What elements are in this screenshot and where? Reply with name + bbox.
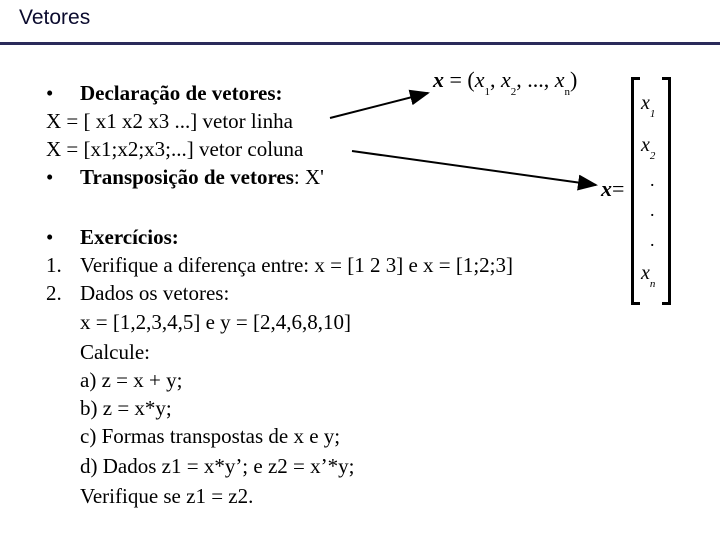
formula-close: ) xyxy=(570,67,578,92)
formula-comma1: , xyxy=(490,67,501,92)
arrow-to-row-formula xyxy=(330,93,428,118)
bullet-marker: • xyxy=(46,81,54,105)
formula-eq: = xyxy=(612,176,625,201)
formula-x1: x xyxy=(474,67,485,92)
bullet-text-bold: Transposição de vetores xyxy=(80,165,294,189)
bullet-text: Exercícios: xyxy=(80,225,179,249)
formula-eq: = ( xyxy=(444,67,475,92)
entry-var: x xyxy=(641,134,650,156)
entry-var: x xyxy=(641,92,650,114)
exercise-2-item-a: a) z = x + y; xyxy=(80,368,183,392)
bullet-marker: • xyxy=(46,225,54,249)
bullet-text: Declaração de vetores: xyxy=(80,81,283,105)
slide-title: Vetores xyxy=(19,6,91,29)
exercise-2-item-d: d) Dados z1 = x*y’; e z2 = x’*y; xyxy=(80,454,355,478)
exercise-number: 1. xyxy=(46,253,62,277)
exercise-2-verify: Verifique se z1 = z2. xyxy=(80,484,254,508)
formula-sub1: 1 xyxy=(484,86,490,98)
entry-var: x xyxy=(641,262,650,284)
exercise-2-item-b: b) z = x*y; xyxy=(80,396,172,420)
formula-subn: n xyxy=(564,86,571,98)
bullet-marker: • xyxy=(46,165,54,189)
column-dot: . xyxy=(650,230,655,250)
entry-sub: 2 xyxy=(649,150,656,162)
exercise-2-vectors: x = [1,2,3,4,5] e y = [2,4,6,8,10] xyxy=(80,310,351,334)
formula-lhs: x xyxy=(601,176,612,201)
formula-xn: x xyxy=(554,67,565,92)
exercise-2-calcule: Calcule: xyxy=(80,340,150,364)
exercise-text: Dados os vetores: xyxy=(80,281,230,305)
arrow-to-column-formula xyxy=(352,151,596,185)
formula-comma2: , ..., xyxy=(516,67,555,92)
exercise-2-item-c: c) Formas transpostas de x e y; xyxy=(80,424,341,448)
line-column-vector: X = [x1;x2;x3;...] vetor coluna xyxy=(46,137,304,161)
entry-sub: n xyxy=(649,278,656,290)
line-row-vector: X = [ x1 x2 x3 ...] vetor linha xyxy=(46,109,293,133)
column-dot: . xyxy=(650,200,655,220)
column-dot: . xyxy=(650,170,655,190)
exercise-text: Verifique a diferença entre: x = [1 2 3] e x = [1;2;3] xyxy=(80,253,514,277)
formula-x2: x xyxy=(501,67,511,92)
bullet-text-rest: : X' xyxy=(293,165,324,189)
formula-lhs: x xyxy=(433,67,444,92)
formula-sub2: 2 xyxy=(510,86,517,98)
exercise-number: 2. xyxy=(46,281,62,305)
entry-sub: 1 xyxy=(649,108,656,120)
